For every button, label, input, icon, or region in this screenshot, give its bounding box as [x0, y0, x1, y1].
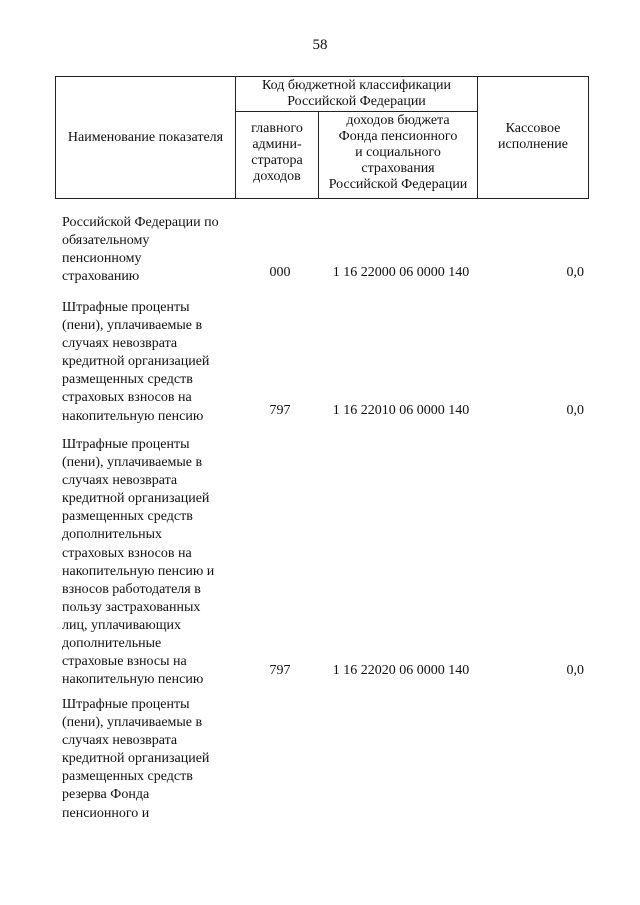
row-income-code: 1 16 22000 06 0000 140 — [332, 265, 470, 280]
row-amount: 0,0 — [566, 403, 584, 418]
header-group-divider — [235, 111, 478, 112]
header-top-border — [55, 76, 589, 77]
row-admin-code: 797 — [269, 403, 291, 418]
row-admin-code: 797 — [269, 663, 291, 678]
header-chief-admin: главного админи- стратора доходов — [251, 121, 303, 184]
header-bottom-border — [55, 198, 589, 199]
header-budget-code-group: Код бюджетной классификации Российской Федерации — [262, 78, 451, 109]
header-cash-execution: Кассовое исполнение — [498, 121, 568, 152]
row-indicator-name: Российской Федерации по обязательному пенсионному страхованию — [62, 215, 219, 285]
header-fund-income: доходов бюджета Фонда пенсионного и социального страхования Российской Федерации — [328, 113, 468, 192]
row-income-code: 1 16 22020 06 0000 140 — [332, 663, 470, 678]
row-amount: 0,0 — [566, 265, 584, 280]
header-indicator-name: Наименование показателя — [67, 130, 224, 145]
row-indicator-name: Штрафные проценты (пени), уплачиваемые в случаях невозврата кредитной организацией размещенных средств страховых взносов на накопительную пенсию — [62, 300, 210, 424]
row-indicator-name: Штрафные проценты (пени), уплачиваемые в случаях невозврата кредитной организацией размещенных средств дополнительных страховых взносов на накопительную пенсию и взносов работодателя в пользу застрахованных лиц, уплачивающих дополнительные страховые взносы на накопительную пенсию — [62, 437, 215, 688]
row-amount: 0,0 — [566, 663, 584, 678]
row-admin-code: 000 — [269, 265, 291, 280]
header-right-border — [588, 76, 589, 199]
page-number: 58 — [312, 37, 328, 53]
row-income-code: 1 16 22010 06 0000 140 — [332, 403, 470, 418]
row-indicator-name: Штрафные проценты (пени), уплачиваемые в случаях невозврата кредитной организацией размещенных средств резерва Фонда пенсионного и — [62, 697, 210, 821]
